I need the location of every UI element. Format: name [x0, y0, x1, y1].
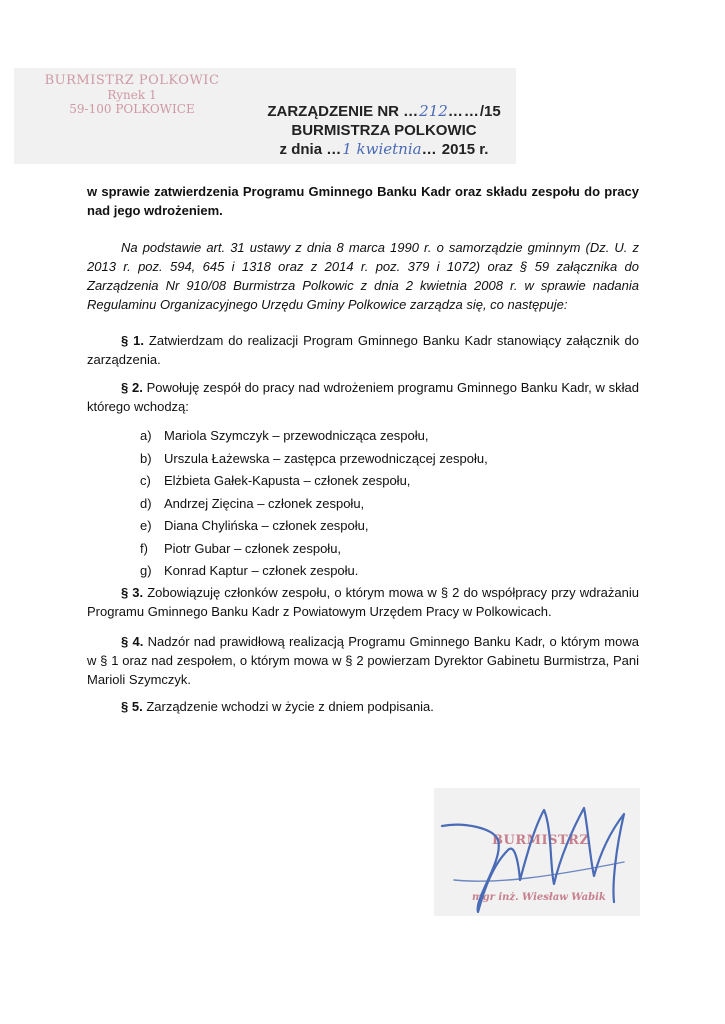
list-item	[140, 560, 488, 583]
paragraph-mark: § 5.	[121, 699, 143, 714]
handwritten-signature-icon	[434, 788, 640, 916]
signature-stamp-title: BURMISTRZ	[492, 833, 590, 848]
paragraph-2	[87, 378, 639, 416]
title-line-1	[254, 102, 514, 121]
list-item	[140, 493, 488, 516]
paragraph-mark: § 4.	[121, 634, 144, 649]
handwritten-date: 1 kwietnia	[342, 140, 422, 158]
title-line-2: BURMISTRZA POLKOWIC	[291, 122, 477, 139]
team-members-list	[140, 425, 488, 583]
list-marker: b)	[140, 450, 152, 466]
list-item	[140, 538, 488, 561]
dots: ……	[447, 103, 480, 120]
list-text: Piotr Gubar – członek zespołu,	[164, 540, 342, 556]
handwritten-number: 212	[419, 102, 448, 120]
list-item	[140, 448, 488, 471]
paragraph-3	[87, 583, 639, 621]
list-text: Konrad Kaptur – członek zespołu.	[164, 563, 359, 578]
document-header	[14, 68, 516, 164]
document-title	[254, 102, 514, 159]
stamp-line: Rynek 1	[107, 88, 157, 102]
paragraph-1	[87, 331, 639, 369]
list-marker: d)	[140, 495, 152, 511]
date-prefix: z dnia	[279, 141, 323, 158]
paragraph-mark: § 1.	[121, 333, 144, 348]
document-subject: w sprawie zatwierdzenia Programu Gminnego Banku Kadr oraz składu zespołu do pracy nad jego wdrożeniem.	[87, 184, 639, 218]
stamp-line: 59-100 POLKOWICE	[69, 102, 195, 116]
list-item	[140, 515, 488, 538]
list-text: Andrzej Zięcina – członek zespołu,	[164, 495, 365, 511]
title-line-3	[254, 140, 514, 159]
paragraph-mark: § 3.	[121, 585, 144, 600]
paragraph-text: Zobowiązuję członków zespołu, o którym mowa w § 2 do współpracy przy wdrażaniu Programu Gminnego Banku Kadr z Powiatowym Urzędem Pracy w Polkowicach.	[87, 585, 639, 619]
list-text: Mariola Szymczyk – przewodnicząca zespołu,	[164, 428, 429, 443]
dots: …	[326, 141, 343, 158]
paragraph-text: Zatwierdzam do realizacji Program Gminnego Banku Kadr stanowiący załącznik do zarządzenia.	[87, 333, 639, 367]
paragraph-text: Nadzór nad prawidłową realizacją Programu Gminnego Banku Kadr, o którym mowa w § 1 oraz nad zespołem, o którym mowa w § 2 powierzam Dyrektor Gabinetu Burmistrza, Pani Marioli Szymczyk.	[87, 634, 639, 687]
signature-block	[434, 788, 640, 916]
list-text: Urszula Łażewska – zastępca przewodniczącej zespołu,	[164, 450, 488, 466]
list-text: Elżbieta Gałek-Kapusta – członek zespołu,	[164, 473, 411, 488]
title-suffix: /15	[479, 103, 501, 120]
paragraph-5	[87, 697, 639, 716]
paragraph-text: Powołuję zespół do pracy nad wdrożeniem programu Gminnego Banku Kadr, w skład którego wchodzą:	[87, 380, 639, 414]
list-item	[140, 470, 488, 493]
dots: …	[403, 103, 420, 120]
signature-stamp-name: mgr inż. Wiesław Wabik	[472, 892, 606, 903]
list-marker: a)	[140, 428, 152, 443]
list-marker: c)	[140, 473, 151, 488]
date-suffix: 2015 r.	[441, 141, 489, 158]
dots: …	[421, 141, 438, 158]
list-item	[140, 425, 488, 448]
list-text: Diana Chylińska – członek zespołu,	[164, 518, 369, 533]
list-marker: e)	[140, 518, 152, 533]
stamp-line: BURMISTRZ POLKOWIC	[44, 73, 220, 88]
paragraph-text: Zarządzenie wchodzi w życie z dniem podpisania.	[146, 699, 434, 714]
title-prefix: ZARZĄDZENIE NR	[267, 103, 399, 120]
paragraph-4	[87, 632, 639, 689]
paragraph-mark: § 2.	[121, 380, 143, 395]
list-marker: f)	[140, 540, 148, 556]
list-marker: g)	[140, 563, 152, 578]
office-stamp	[32, 74, 232, 116]
legal-basis: Na podstawie art. 31 ustawy z dnia 8 marca 1990 r. o samorządzie gminnym (Dz. U. z 2013 r. poz. 594, 645 i 1318 oraz z 2014 r. poz. 379 i 1072) oraz § 59 załącznika do Zarządzenia Nr 910/08 Burmistrza Polkowic z dnia 2 kwietnia 2008 r. w sprawie nadania Regulaminu Organizacyjnego Urzędu Gminy Polkowice zarządza się, co następuje:	[87, 240, 639, 312]
